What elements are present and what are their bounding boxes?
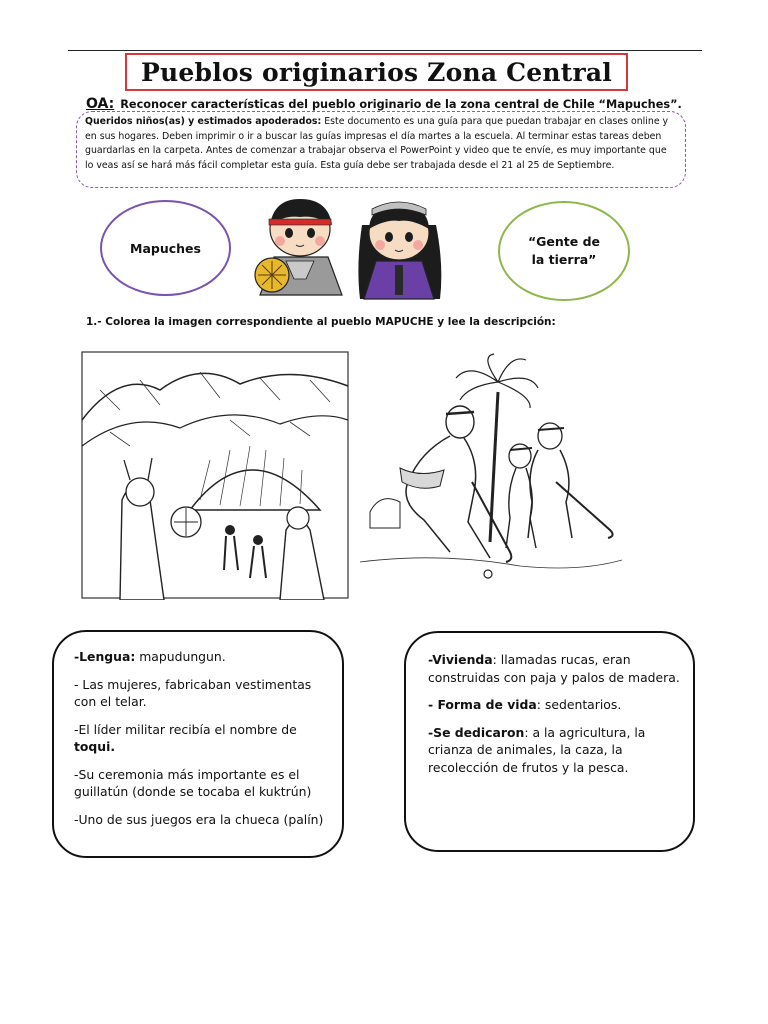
girl-figure xyxy=(358,202,441,299)
mapuche-facts-right-box xyxy=(404,631,695,852)
notice-lead: Queridos niños(as) y estimados apoderados: xyxy=(85,116,322,127)
lengua-label: -Lengua: xyxy=(74,649,136,664)
mapuches-oval xyxy=(100,200,231,296)
forma-label: - Forma de vida xyxy=(428,697,537,712)
dedicaron-text: : a la agricultura, la crianza de animales, la caza, la recolección de frutos y la pesca. xyxy=(428,724,646,775)
top-rule xyxy=(68,50,702,51)
notice-text: Este documento es una guía para que puedan trabajar en clases online y en sus hogares. Deben imprimir o ir a buscar las guías impresas el día martes a la escuela. Al terminar estas tareas deben guardarlas en la carpeta. Antes de comenzar a trabajar observa el PowerPoint y video que te envíe, es muy importante que lo veas así se hará más fácil completar esta guía. Esta guía debe ser trabajada desde el 21 al 25 de Septiembre. xyxy=(85,116,669,171)
instruction-text: 1.- Colorea la imagen correspondiente al pueblo MAPUCHE y lee la descripción: xyxy=(86,316,556,328)
notice-paragraph xyxy=(85,115,677,173)
forma-fact xyxy=(428,696,681,714)
boy-figure xyxy=(255,199,342,295)
mujeres-fact: - Las mujeres, fabricaban vestimentas con el telar. xyxy=(74,676,312,709)
mapuches-label: Mapuches xyxy=(130,240,201,256)
dedicaron-label: -Se dedicaron xyxy=(428,724,525,740)
gente-de-la-tierra-oval xyxy=(498,201,630,301)
lengua-value: mapudungun. xyxy=(135,649,226,664)
oval-right-line1: “Gente de xyxy=(527,234,601,249)
notice-box xyxy=(76,111,686,188)
title-box xyxy=(125,53,628,91)
lider-bold: toqui. xyxy=(74,739,116,754)
forma-text: : sedentarios. xyxy=(536,697,622,712)
dedicaron-fact xyxy=(428,724,681,777)
objective-text: Reconocer características del pueblo originario de la zona central de Chile “Mapuches”. xyxy=(120,98,682,111)
vivienda-fact xyxy=(428,651,681,686)
mapuche-children-illustration xyxy=(250,195,450,303)
ceremonia-fact: -Su ceremonia más importante es el guillatún (donde se tocaba el kuktrún) xyxy=(74,766,312,799)
chueca-game-coloring-image xyxy=(360,352,622,580)
lider-fact xyxy=(74,721,328,756)
juegos-fact: -Uno de sus juegos era la chueca (palín) xyxy=(74,811,324,827)
page-title: Pueblos originarios Zona Central xyxy=(141,57,612,87)
oval-right-line2: la tierra” xyxy=(531,252,597,267)
objective-label: OA: xyxy=(86,96,115,112)
mapuche-facts-left-box xyxy=(52,630,344,858)
lengua-fact xyxy=(74,648,328,666)
mapuche-village-coloring-image xyxy=(80,350,350,600)
oval-right-text xyxy=(528,233,600,269)
lider-text: -El líder militar recibía el nombre de xyxy=(74,721,297,737)
objective-line xyxy=(86,96,726,112)
vivienda-text: : llamadas rucas, eran construidas con paja y palos de madera. xyxy=(428,652,680,685)
vivienda-label: -Vivienda xyxy=(428,652,493,667)
